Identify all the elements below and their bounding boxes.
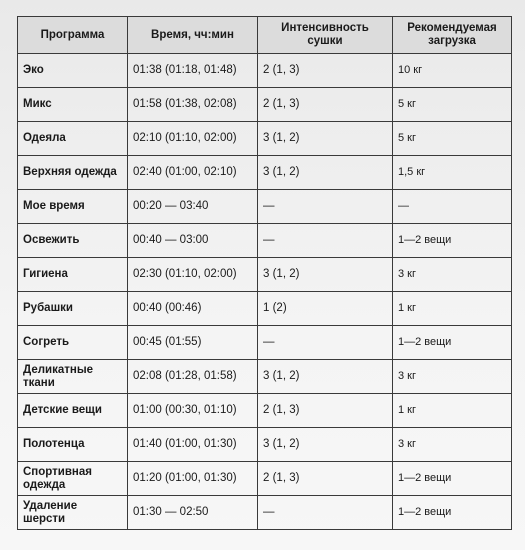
intensity-cell-text: — (263, 506, 275, 518)
table-row (18, 224, 512, 258)
table-row (18, 88, 512, 122)
load-cell-text: 5 кг (398, 98, 416, 110)
load-cell-text: 3 кг (398, 370, 416, 382)
table-row (18, 326, 512, 360)
time-cell (128, 156, 258, 190)
load-cell-text: 5 кг (398, 132, 416, 144)
time-cell (128, 190, 258, 224)
intensity-cell-text: 2 (1, 3) (263, 64, 300, 76)
intensity-cell-text: 2 (1, 3) (263, 98, 300, 110)
load-cell (393, 122, 512, 156)
intensity-cell-text: 3 (1, 2) (263, 438, 300, 450)
program-cell (18, 122, 128, 156)
time-cell (128, 428, 258, 462)
program-cell (18, 428, 128, 462)
program-cell (18, 258, 128, 292)
program-cell-text: Рубашки (23, 302, 73, 314)
load-cell (393, 292, 512, 326)
time-cell-text: 00:40 (00:46) (133, 302, 202, 314)
time-cell (128, 258, 258, 292)
time-cell (128, 394, 258, 428)
time-cell (128, 122, 258, 156)
intensity-cell-text: 3 (1, 2) (263, 132, 300, 144)
table-row (18, 258, 512, 292)
program-cell (18, 54, 128, 88)
load-cell-text: 1—2 вещи (398, 234, 452, 246)
intensity-cell-text: 1 (2) (263, 302, 287, 314)
intensity-cell-text: 3 (1, 2) (263, 166, 300, 178)
intensity-cell-text: 3 (1, 2) (263, 268, 300, 280)
program-cell (18, 88, 128, 122)
intensity-cell (258, 122, 393, 156)
time-cell-text: 01:00 (00:30, 01:10) (133, 404, 237, 416)
load-cell (393, 88, 512, 122)
time-cell (128, 462, 258, 496)
intensity-cell (258, 258, 393, 292)
intensity-cell-text: — (263, 336, 275, 348)
time-cell (128, 54, 258, 88)
table-row (18, 428, 512, 462)
intensity-cell (258, 394, 393, 428)
time-cell-text: 01:38 (01:18, 01:48) (133, 64, 237, 76)
program-cell (18, 292, 128, 326)
program-cell-text: Удаление шерсти (23, 499, 78, 525)
program-cell-text: Гигиена (23, 268, 68, 280)
time-cell-text: 00:40 — 03:00 (133, 234, 209, 246)
program-cell (18, 462, 128, 496)
load-cell-text: 1—2 вещи (398, 506, 452, 518)
time-cell (128, 360, 258, 394)
program-cell-text: Микс (23, 98, 52, 110)
load-cell-text: 1,5 кг (398, 166, 426, 178)
program-table-container (17, 16, 511, 530)
table-row (18, 156, 512, 190)
load-cell (393, 326, 512, 360)
load-cell-text: 1 кг (398, 404, 416, 416)
load-cell (393, 258, 512, 292)
table-row (18, 496, 512, 530)
intensity-cell (258, 190, 393, 224)
program-cell (18, 360, 128, 394)
table-row (18, 292, 512, 326)
load-cell (393, 496, 512, 530)
program-cell (18, 190, 128, 224)
intensity-cell-text: 3 (1, 2) (263, 370, 300, 382)
intensity-cell (258, 360, 393, 394)
intensity-cell (258, 292, 393, 326)
load-cell-text: 1 кг (398, 302, 416, 314)
time-cell-text: 02:30 (01:10, 02:00) (133, 268, 237, 280)
header-time: Время, чч:мин (128, 17, 258, 54)
header-intensity: Интенсивность сушки (258, 17, 393, 54)
intensity-cell (258, 326, 393, 360)
program-cell-text: Эко (23, 64, 44, 76)
time-cell-text: 01:20 (01:00, 01:30) (133, 472, 237, 484)
program-cell (18, 496, 128, 530)
intensity-cell (258, 54, 393, 88)
table-row (18, 190, 512, 224)
time-cell-text: 01:58 (01:38, 02:08) (133, 98, 237, 110)
table-header-row (18, 17, 512, 54)
intensity-cell (258, 496, 393, 530)
load-cell (393, 394, 512, 428)
time-cell (128, 496, 258, 530)
program-cell (18, 326, 128, 360)
load-cell (393, 360, 512, 394)
time-cell-text: 02:10 (01:10, 02:00) (133, 132, 237, 144)
intensity-cell-text: 2 (1, 3) (263, 404, 300, 416)
time-cell-text: 02:08 (01:28, 01:58) (133, 370, 237, 382)
intensity-cell (258, 224, 393, 258)
load-cell-text: 1—2 вещи (398, 336, 452, 348)
program-cell-text: Мое время (23, 200, 85, 212)
load-cell (393, 54, 512, 88)
program-cell-text: Согреть (23, 336, 70, 348)
program-cell-text: Одеяла (23, 132, 66, 144)
table-row (18, 360, 512, 394)
intensity-cell (258, 462, 393, 496)
table-row (18, 462, 512, 496)
time-cell-text: 02:40 (01:00, 02:10) (133, 166, 237, 178)
program-cell-text: Детские вещи (23, 404, 102, 416)
time-cell-text: 01:30 — 02:50 (133, 506, 209, 518)
program-cell-text: Освежить (23, 234, 80, 246)
intensity-cell (258, 88, 393, 122)
time-cell-text: 00:20 — 03:40 (133, 200, 209, 212)
load-cell-text: 1—2 вещи (398, 472, 452, 484)
time-cell (128, 292, 258, 326)
load-cell-text: 3 кг (398, 268, 416, 280)
header-load: Рекомендуемая загрузка (393, 17, 512, 54)
program-cell-text: Верхняя одежда (23, 166, 117, 178)
program-cell-text: Деликатные ткани (23, 363, 94, 389)
program-cell (18, 224, 128, 258)
program-cell (18, 156, 128, 190)
intensity-cell-text: — (263, 200, 275, 212)
intensity-cell (258, 156, 393, 190)
load-cell (393, 224, 512, 258)
load-cell (393, 156, 512, 190)
intensity-cell-text: — (263, 234, 275, 246)
load-cell-text: 10 кг (398, 64, 423, 76)
load-cell-text: — (398, 200, 409, 212)
program-cell (18, 394, 128, 428)
load-cell (393, 428, 512, 462)
intensity-cell (258, 428, 393, 462)
program-cell-text: Полотенца (23, 438, 85, 450)
time-cell (128, 224, 258, 258)
time-cell (128, 88, 258, 122)
intensity-cell-text: 2 (1, 3) (263, 472, 300, 484)
load-cell (393, 190, 512, 224)
load-cell-text: 3 кг (398, 438, 416, 450)
table-row (18, 54, 512, 88)
header-program: Программа (18, 17, 128, 54)
table-row (18, 394, 512, 428)
time-cell (128, 326, 258, 360)
program-cell-text: Спортивная одежда (23, 465, 92, 491)
table-row (18, 122, 512, 156)
time-cell-text: 01:40 (01:00, 01:30) (133, 438, 237, 450)
time-cell-text: 00:45 (01:55) (133, 336, 202, 348)
load-cell (393, 462, 512, 496)
drying-programs-table (17, 16, 512, 530)
